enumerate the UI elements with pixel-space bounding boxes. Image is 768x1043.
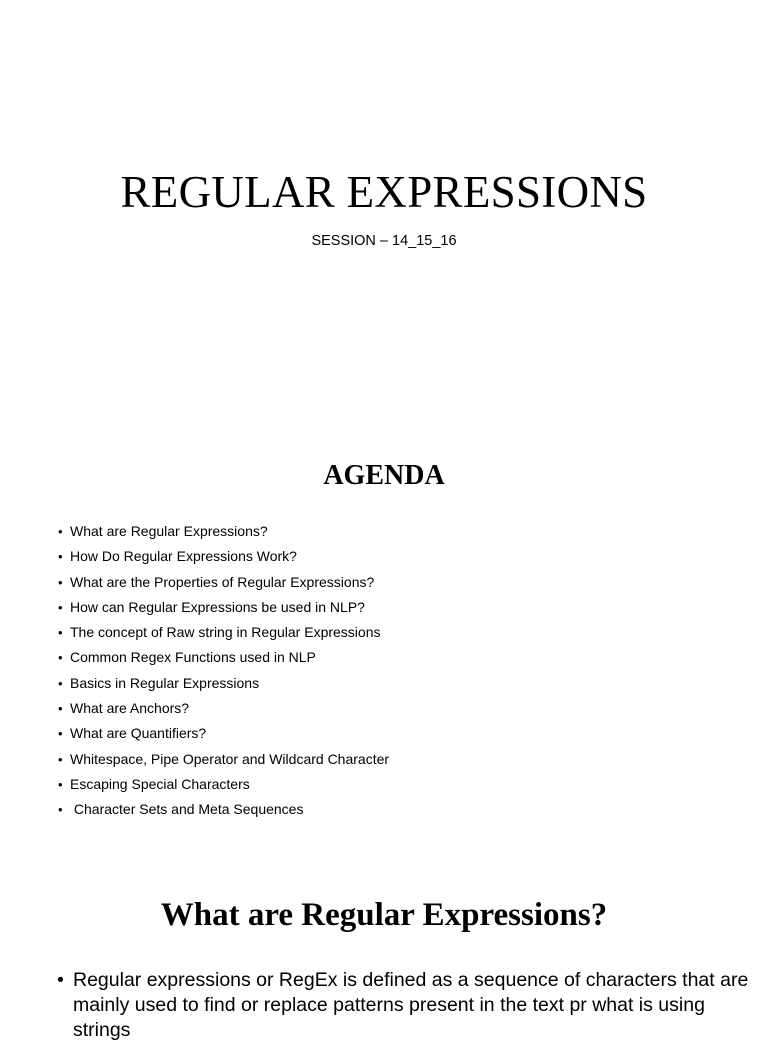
session-subtitle: SESSION – 14_15_16 xyxy=(311,233,457,249)
agenda-title: AGENDA xyxy=(323,460,445,491)
definition-text: Regular expressions or RegEx is defined as a sequence of characters that are mainly used to find or replace patterns present in the text pr what is using strings xyxy=(73,969,749,1041)
bullet-icon: • xyxy=(58,701,63,717)
bullet-icon: • xyxy=(58,524,63,539)
agenda-item xyxy=(58,671,389,696)
bullet-icon: • xyxy=(57,969,64,991)
bullet-icon: • xyxy=(58,574,63,590)
bullet-icon: • xyxy=(58,776,63,792)
agenda-item-text: Escaping Special Characters xyxy=(70,775,250,792)
bullet-icon: • xyxy=(58,802,63,818)
agenda-item-text: Basics in Regular Expressions xyxy=(70,674,260,691)
agenda-item xyxy=(58,620,389,645)
agenda-item xyxy=(58,721,389,746)
agenda-item xyxy=(58,595,389,620)
agenda-item-text: What are Anchors? xyxy=(70,700,190,717)
bullet-icon: • xyxy=(58,675,63,691)
bullet-icon: • xyxy=(58,549,63,565)
agenda-item-text: Whitespace, Pipe Operator and Wildcard Character xyxy=(70,750,390,767)
bullet-icon: • xyxy=(58,625,63,641)
agenda-item-text: How Do Regular Expressions Work? xyxy=(70,548,297,565)
agenda-item xyxy=(58,772,389,797)
agenda-item-text: What are Regular Expressions? xyxy=(70,523,268,539)
bullet-icon: • xyxy=(58,726,63,742)
agenda-item-text: How can Regular Expressions be used in NLP? xyxy=(70,598,365,615)
agenda-item xyxy=(58,797,389,822)
agenda-item xyxy=(58,645,389,670)
bullet-icon: • xyxy=(58,650,63,666)
agenda-list xyxy=(58,519,389,823)
agenda-item-text: The concept of Raw string in Regular Expressions xyxy=(70,624,381,641)
bullet-icon: • xyxy=(58,599,63,615)
agenda-item-text: Character Sets and Meta Sequences xyxy=(70,801,304,818)
presentation-title: REGULAR EXPRESSIONS xyxy=(120,167,648,217)
section-title: What are Regular Expressions? xyxy=(160,897,608,933)
agenda-item xyxy=(58,570,389,595)
definition-paragraph xyxy=(57,968,757,1043)
agenda-item-text: Common Regex Functions used in NLP xyxy=(70,649,316,666)
bullet-icon: • xyxy=(58,751,63,767)
agenda-item-text: What are Quantifiers? xyxy=(70,725,207,742)
agenda-item xyxy=(58,747,389,772)
agenda-item xyxy=(58,519,389,544)
agenda-item xyxy=(58,544,389,569)
agenda-item-text: What are the Properties of Regular Expressions? xyxy=(70,573,375,590)
agenda-item xyxy=(58,696,389,721)
